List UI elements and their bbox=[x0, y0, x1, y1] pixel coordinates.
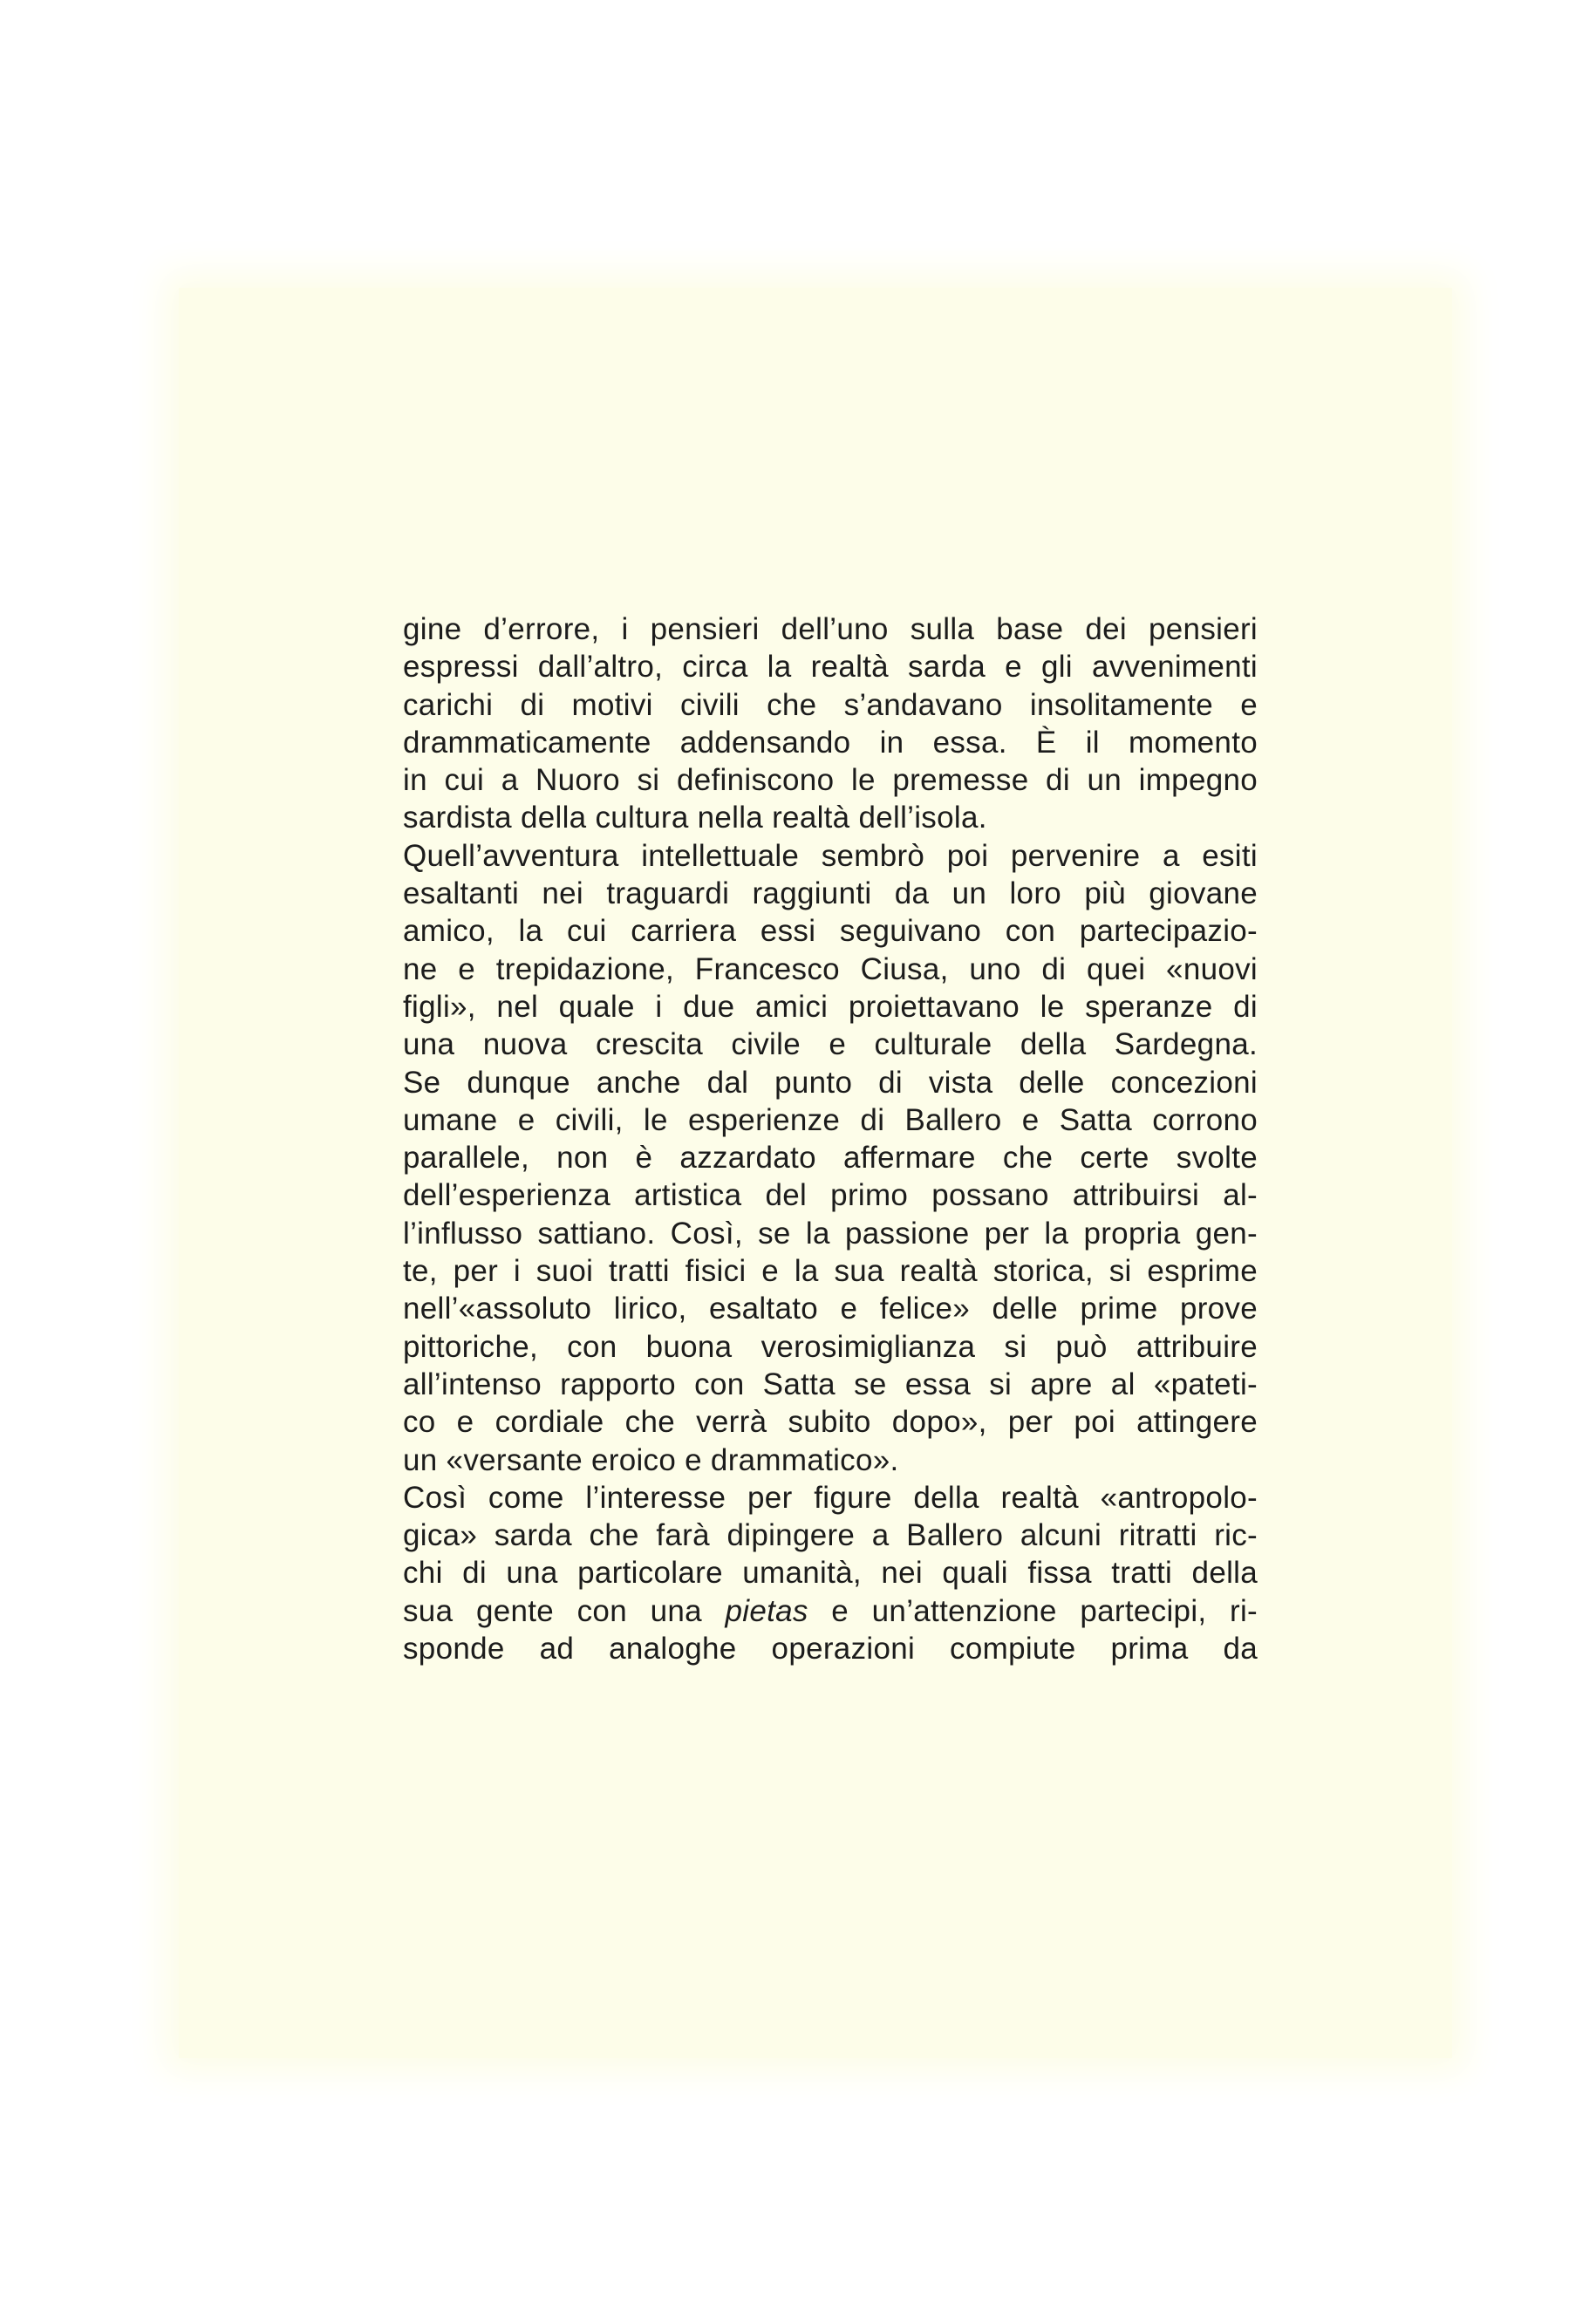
text-line: figli», nel quale i due amici proiettavano le speranze di bbox=[403, 989, 1258, 1024]
text-line: parallele, non è azzardato affermare che certe svolte bbox=[403, 1141, 1258, 1176]
text-line: espressi dall’altro, circa la realtà sarda e gli avvenimenti bbox=[403, 650, 1258, 685]
italic-word: pietas bbox=[725, 1593, 808, 1628]
body-text bbox=[403, 610, 1258, 1667]
text-line: dell’esperienza artistica del primo possano attribuirsi al- bbox=[403, 1178, 1258, 1213]
text-line: gine d’errore, i pensieri dell’uno sulla base dei pensieri bbox=[403, 612, 1258, 646]
text-line: te, per i suoi tratti fisici e la sua realtà storica, si esprime bbox=[403, 1254, 1258, 1289]
text-line: sardista della cultura nella realtà dell’isola. bbox=[403, 801, 987, 835]
text-line-italic bbox=[403, 1592, 1258, 1630]
text-line: nell’«assoluto lirico, esaltato e felice» delle prime prove bbox=[403, 1292, 1258, 1326]
text-segment: e un’attenzione partecipi, ri- bbox=[808, 1593, 1258, 1628]
text-line: un «versante eroico e drammatico». bbox=[403, 1442, 899, 1477]
text-line: in cui a Nuoro si definiscono le premesse di un impegno bbox=[403, 763, 1258, 798]
text-line: Quell’avventura intellettuale sembrò poi pervenire a esiti bbox=[403, 838, 1258, 873]
text-line: carichi di motivi civili che s’andavano insolitamente e bbox=[403, 687, 1258, 722]
text-segment: sua gente con una bbox=[403, 1593, 726, 1628]
text-line: all’intenso rapporto con Satta se essa si apre al «pateti- bbox=[403, 1367, 1258, 1401]
text-line: umane e civili, le esperienze di Ballero e Satta corrono bbox=[403, 1102, 1258, 1137]
text-line: Se dunque anche dal punto di vista delle concezioni bbox=[403, 1065, 1258, 1100]
text-line: amico, la cui carriera essi seguivano con partecipazio- bbox=[403, 914, 1258, 949]
text-line: chi di una particolare umanità, nei quali fissa tratti della bbox=[403, 1556, 1258, 1591]
text-line: l’influsso sattiano. Così, se la passione per la propria gen- bbox=[403, 1216, 1258, 1251]
text-line: co e cordiale che verrà subito dopo», per poi attingere bbox=[403, 1405, 1258, 1440]
text-line-final: sponde ad analoghe operazioni compiute prima da bbox=[403, 1632, 1258, 1667]
text-line: una nuova crescita civile e culturale della Sardegna. bbox=[403, 1027, 1258, 1062]
text-line: Così come l’interesse per figure della realtà «antropolo- bbox=[403, 1480, 1258, 1515]
text-line: ne e trepidazione, Francesco Ciusa, uno di quei «nuovi bbox=[403, 951, 1258, 986]
text-line: esaltanti nei traguardi raggiunti da un loro più giovane bbox=[403, 876, 1258, 911]
text-line: gica» sarda che farà dipingere a Ballero alcuni ritratti ric- bbox=[403, 1518, 1258, 1553]
text-line: drammaticamente addensando in essa. È il momento bbox=[403, 725, 1258, 760]
text-lines bbox=[403, 610, 1258, 1592]
text-line: pittoriche, con buona verosimiglianza si può attribuire bbox=[403, 1329, 1258, 1364]
